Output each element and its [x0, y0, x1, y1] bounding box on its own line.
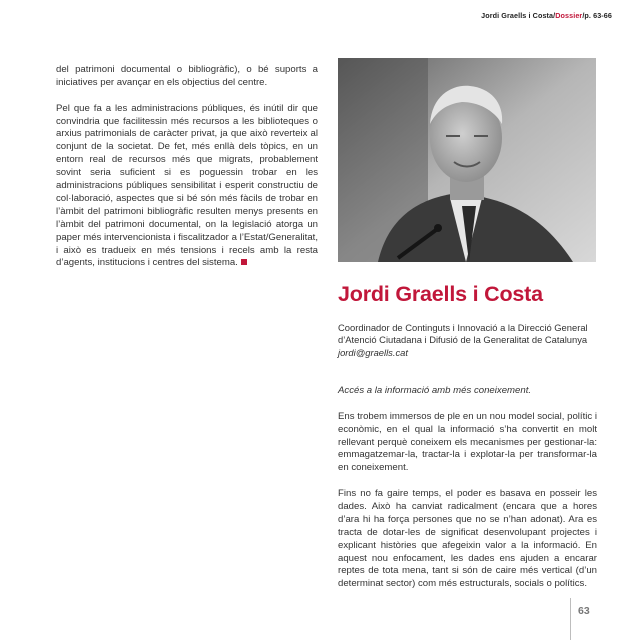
page-number-rule	[570, 598, 571, 640]
author-affiliation	[338, 322, 600, 359]
left-paragraph-2	[56, 103, 318, 271]
author-email: jordi@graells.cat	[338, 346, 408, 358]
left-paragraph-1: del patrimoni documental o bibliogràfic), o bé suports a iniciatives per avançar en els objectius del centre.	[56, 64, 318, 88]
author-role: Coordinador de Continguts i Innovació a la Direcció General d’Atenció Ciutadana i Difusió de la Generalitat de Catalunya	[338, 322, 588, 346]
end-of-article-square-icon	[241, 259, 247, 265]
right-paragraph-2: Fins no fa gaire temps, el poder es basava en posseir les dades. Això ha canviat radicalment (encara que a hores d’ara hi ha força persones que no se n’han adonat). Ara es tracta de dotar-les de significat desenvolupant projectes i explicant històries que afegeixin valor a la informació. En aquest nou enfocament, les dades ens ajuden a encarar reptes de tota mena, tant si són de caire més vertical (d’un determinat sector) com més estructurals, socials o polítics.	[338, 488, 597, 590]
page-number: 63	[578, 605, 590, 617]
running-head-section: Dossier	[555, 11, 583, 20]
right-paragraph-1: Ens trobem immersos de ple en un nou model social, polític i econòmic, en el qual la informació s’ha convertit en molt rellevant perquè coneixem els mecanismes per gestionar-la: emmagatzemar-la, tractar-la i explotar-la per transformar-la en coneixement.	[338, 410, 597, 474]
article-lead: Accés a la informació amb més coneixement.	[338, 385, 532, 396]
left-paragraph-2-text: Pel que fa a les administracions públiques, és inútil dir que convindria que facilitessin més recursos a les biblioteques o arxius patrimonials de caràcter privat, ja que això reverteix al conjunt de la societat. De fet, més enllà dels tòpics, en un entorn real de recursos més que migrats, probablement sovint seria suficient si es poguessin trobar en les administracions públiques sensibilitat i esperit constructiu de col·laboració, aspectes que si bé són més fàcils de trobar en l’àmbit del patrimoni bibliogràfic resulten menys presents en l’àmbit del patrimoni documental, on la legislació atorga un paper més intervencionista i fiscalitzador a l’Estat/Generalitat, i això es tradueix en més tensions i recels amb la resta d’agents, institucions i centres del sistema.	[56, 102, 318, 269]
running-head-author: Jordi Graells i Costa/	[481, 11, 556, 20]
author-photo	[338, 58, 596, 262]
author-name: Jordi Graells i Costa	[338, 282, 543, 306]
running-head	[481, 11, 612, 20]
author-portrait-image	[338, 58, 596, 262]
running-head-pages: /p. 63-66	[582, 11, 612, 20]
left-column	[56, 64, 318, 283]
right-column	[338, 385, 597, 604]
